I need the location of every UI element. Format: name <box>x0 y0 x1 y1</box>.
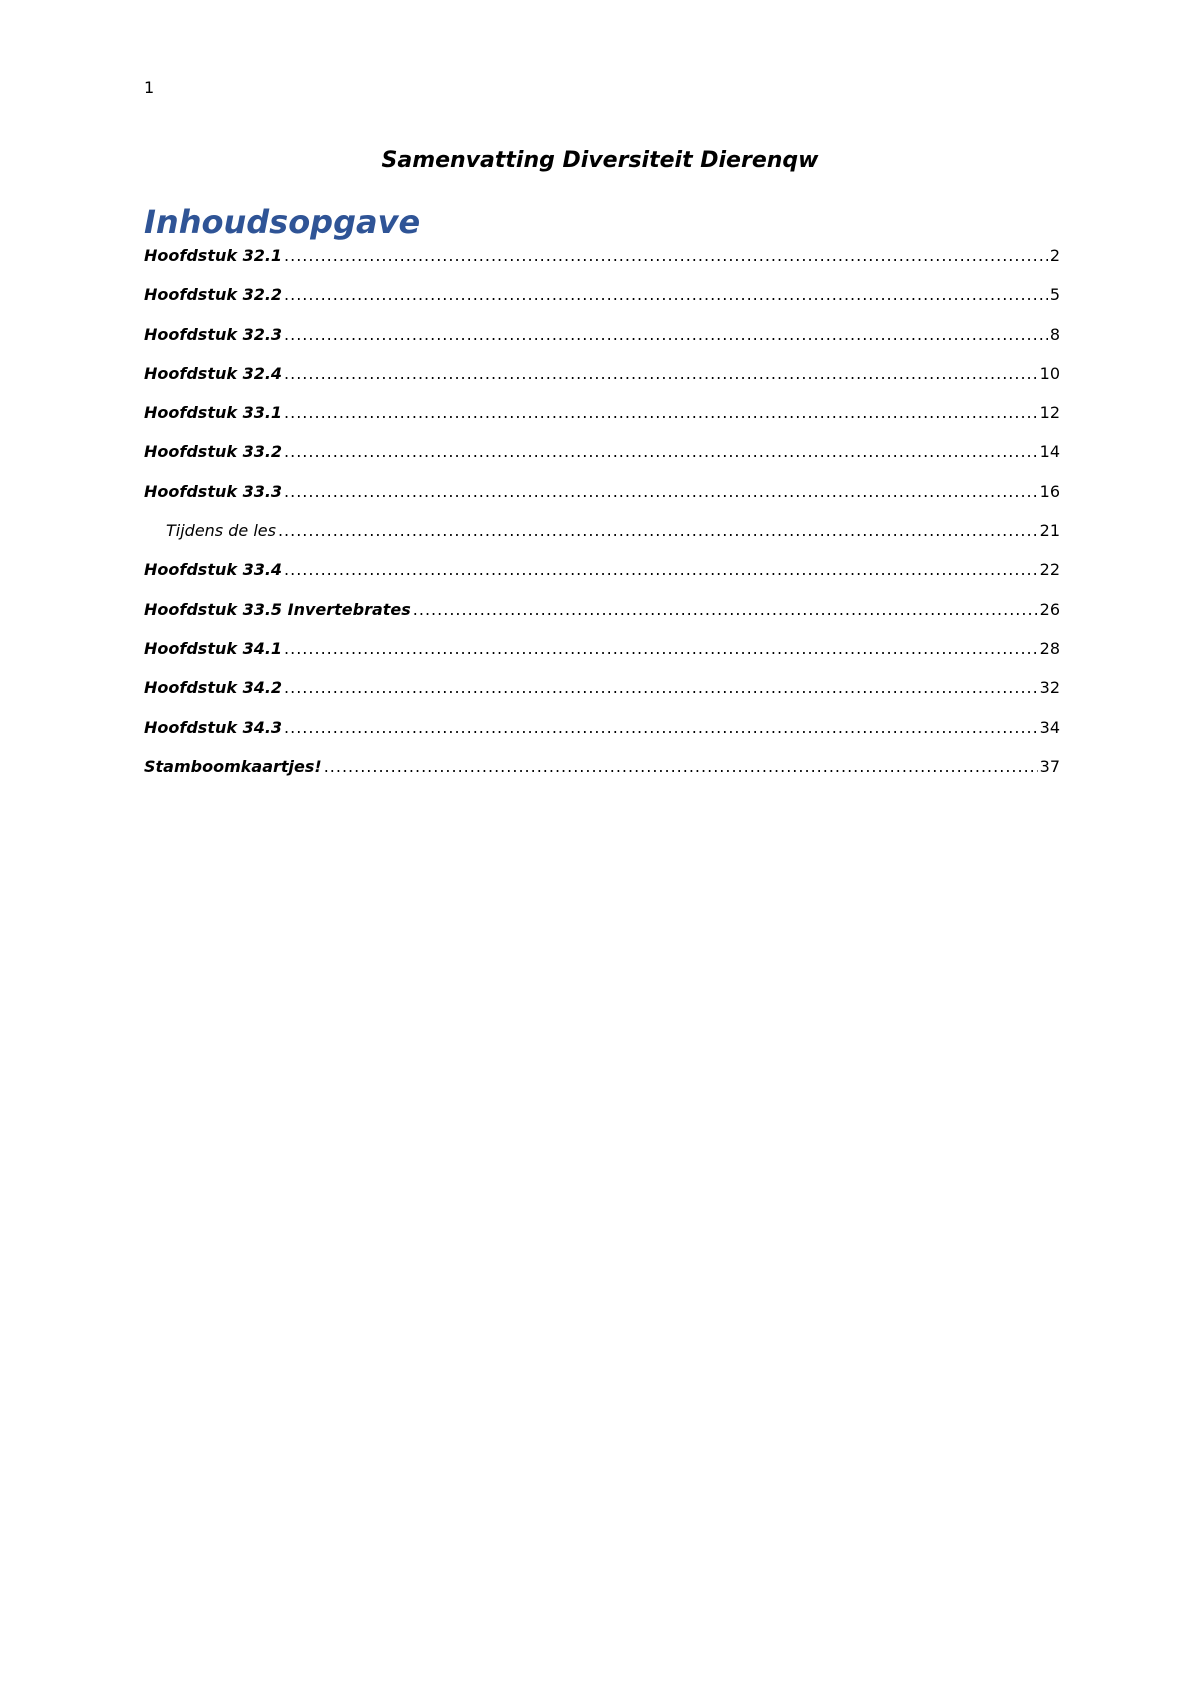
toc-leader-dots <box>324 757 1038 776</box>
toc-entry-label: Hoofdstuk 34.3 <box>144 717 283 737</box>
toc-entry-label: Hoofdstuk 33.5 Invertebrates <box>144 599 411 619</box>
toc-entry-page: 34 <box>1039 717 1060 737</box>
toc-leader-dots <box>284 560 1038 579</box>
toc-entry-label: Hoofdstuk 32.3 <box>144 324 283 344</box>
toc-leader-dots <box>278 521 1038 540</box>
toc-entry[interactable] <box>144 678 1060 717</box>
toc-entry-page: 21 <box>1039 521 1060 541</box>
toc-entry[interactable] <box>144 600 1060 639</box>
toc-entry[interactable] <box>144 246 1060 285</box>
toc-entry-label: Stamboomkaartjes! <box>144 756 322 776</box>
toc-entry[interactable] <box>144 560 1060 599</box>
toc-entry-label: Hoofdstuk 32.1 <box>144 246 283 265</box>
toc-entry-page: 32 <box>1039 678 1060 698</box>
toc-entry-page: 37 <box>1039 756 1060 776</box>
toc-entry-label: Hoofdstuk 34.2 <box>144 678 283 698</box>
toc-entry-page: 28 <box>1039 638 1060 658</box>
toc-entry[interactable] <box>144 285 1060 324</box>
toc-entry[interactable] <box>144 403 1060 442</box>
toc-entry-label: Tijdens de les <box>166 521 276 541</box>
toc-entry[interactable] <box>144 442 1060 481</box>
toc-entry[interactable] <box>144 482 1060 521</box>
toc-entry[interactable] <box>144 718 1060 757</box>
page-number: 1 <box>144 78 155 97</box>
document-title: Samenvatting Diversiteit Dierenqw <box>381 148 819 173</box>
toc-entry-page: 22 <box>1039 560 1060 580</box>
toc-leader-dots <box>284 442 1038 461</box>
toc-leader-dots <box>284 285 1048 304</box>
toc-entry[interactable] <box>144 757 1060 796</box>
toc-entry-label: Hoofdstuk 32.2 <box>144 285 283 305</box>
toc-entry-page: 5 <box>1049 285 1060 305</box>
toc-leader-dots <box>284 718 1038 737</box>
toc-entry-page: 10 <box>1039 363 1060 383</box>
toc-leader-dots <box>284 639 1038 658</box>
toc-entry[interactable] <box>144 325 1060 364</box>
toc-leader-dots <box>284 678 1038 697</box>
toc-leader-dots <box>284 325 1048 344</box>
toc-entry-label: Hoofdstuk 33.4 <box>144 560 283 580</box>
toc-leader-dots <box>284 364 1038 383</box>
toc-leader-dots <box>284 246 1048 265</box>
toc-entry-label: Hoofdstuk 34.1 <box>144 638 283 658</box>
toc-subentry[interactable] <box>144 521 1060 560</box>
toc-entry-page: 16 <box>1039 481 1060 501</box>
toc-entry-label: Hoofdstuk 32.4 <box>144 363 283 383</box>
toc-entry[interactable] <box>144 639 1060 678</box>
toc-entry-label: Hoofdstuk 33.3 <box>144 481 283 501</box>
toc-entry-label: Hoofdstuk 33.1 <box>144 403 283 423</box>
toc-entry[interactable] <box>144 364 1060 403</box>
table-of-contents <box>144 246 1060 796</box>
toc-leader-dots <box>284 482 1038 501</box>
toc-entry-page: 12 <box>1039 403 1060 423</box>
toc-entry-label: Hoofdstuk 33.2 <box>144 442 283 462</box>
toc-heading: Inhoudsopgave <box>144 203 421 241</box>
toc-leader-dots <box>284 403 1038 422</box>
toc-entry-page: 14 <box>1039 442 1060 462</box>
toc-leader-dots <box>413 600 1038 619</box>
toc-entry-page: 2 <box>1049 246 1060 265</box>
toc-entry-page: 26 <box>1039 599 1060 619</box>
toc-entry-page: 8 <box>1049 324 1060 344</box>
